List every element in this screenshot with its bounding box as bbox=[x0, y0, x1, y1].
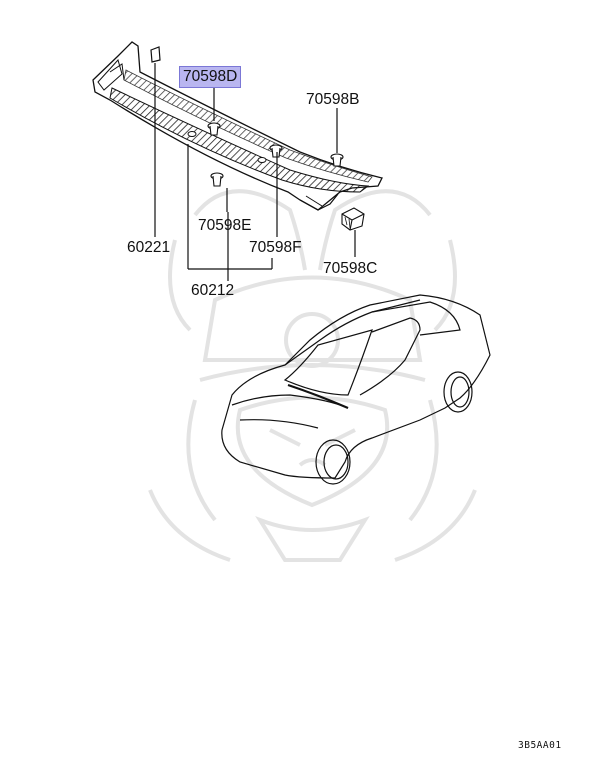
tag-60221 bbox=[151, 47, 160, 62]
vehicle-outline bbox=[222, 295, 490, 484]
part-label-60212[interactable]: 60212 bbox=[191, 282, 235, 299]
watermark-emblem bbox=[150, 191, 475, 560]
part-label-70598C[interactable]: 70598C bbox=[323, 260, 378, 277]
part-label-70598D[interactable]: 70598D bbox=[179, 66, 241, 88]
part-label-60221[interactable]: 60221 bbox=[127, 239, 171, 256]
clip-70598E bbox=[211, 173, 223, 186]
part-label-70598F[interactable]: 70598F bbox=[249, 239, 302, 256]
diagram-code: 3B5AA01 bbox=[518, 740, 562, 751]
part-label-70598E[interactable]: 70598E bbox=[198, 217, 252, 234]
part-label-70598B[interactable]: 70598B bbox=[306, 91, 360, 108]
clip-70598C bbox=[342, 208, 364, 230]
